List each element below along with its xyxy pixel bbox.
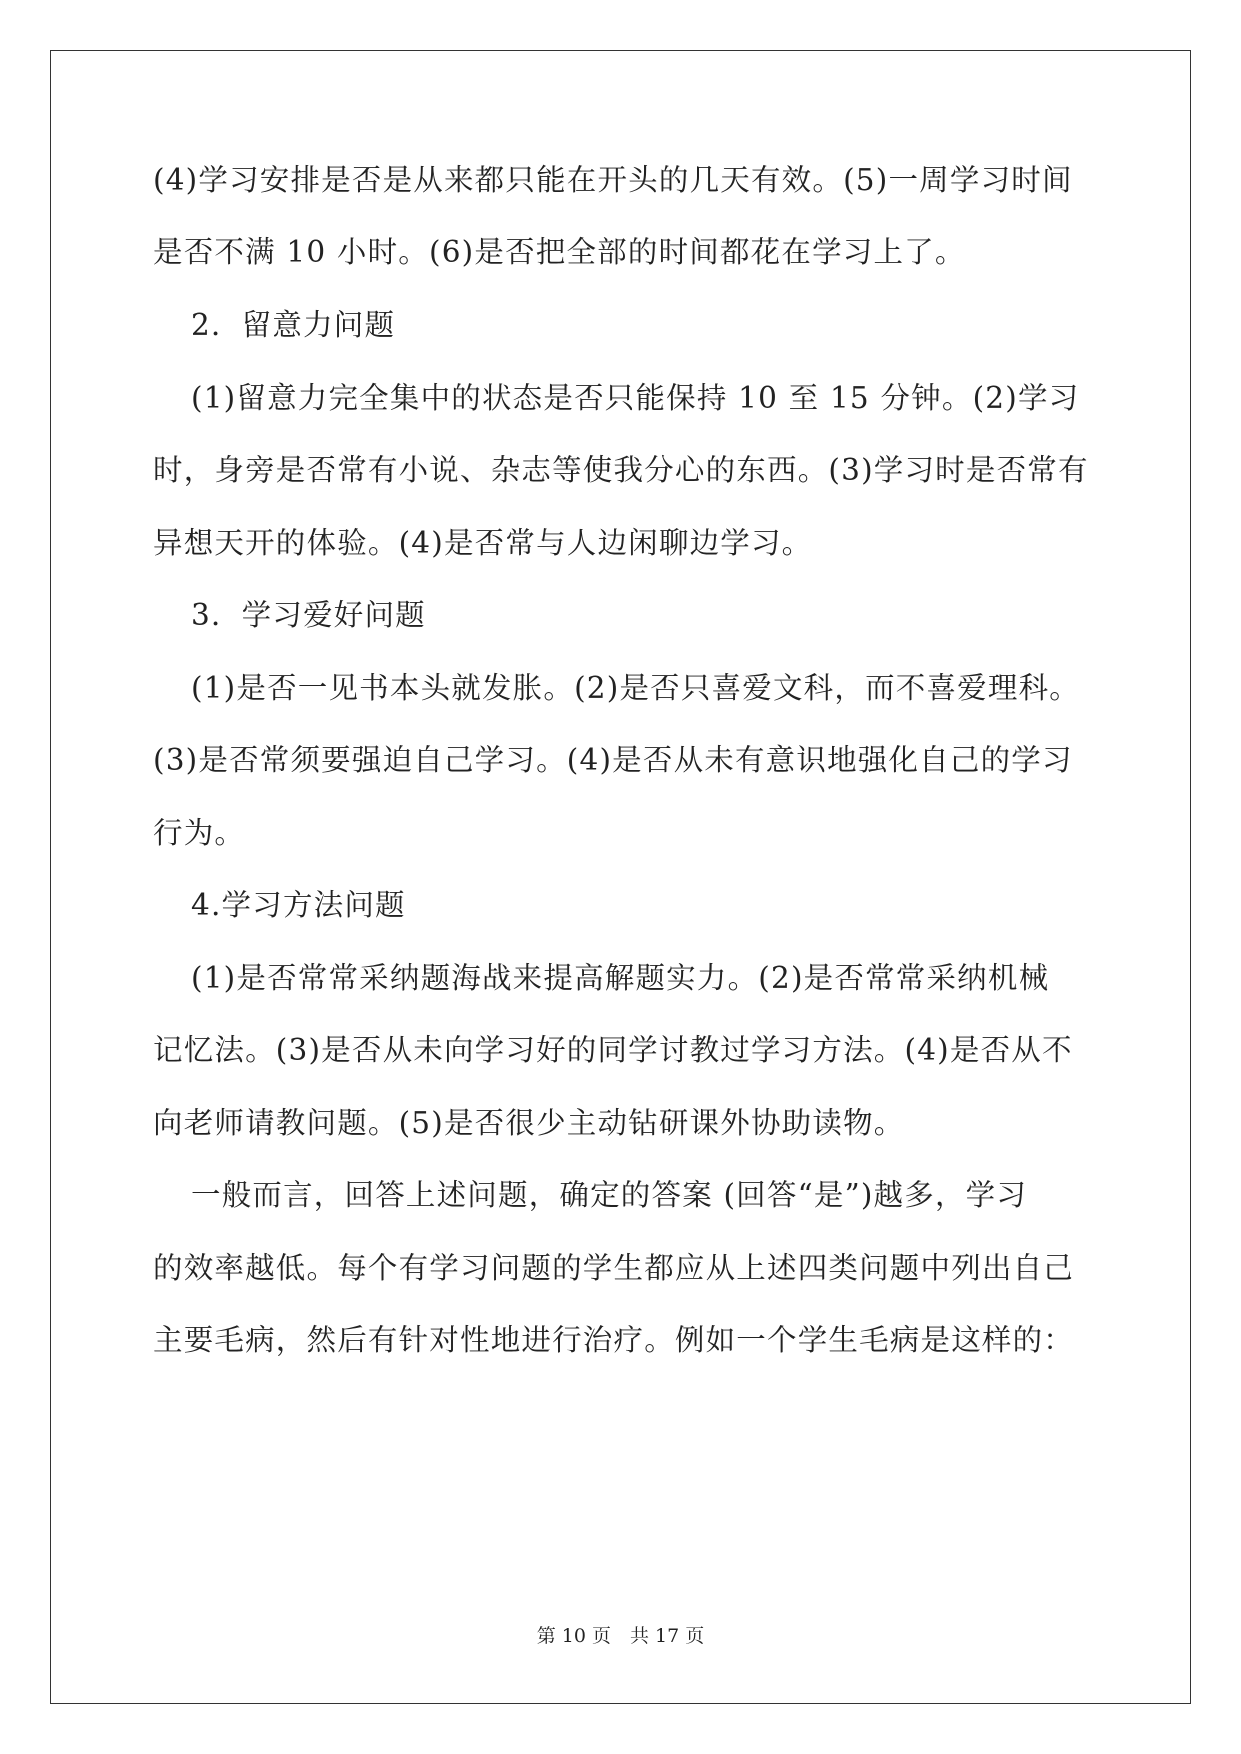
section-heading: 4.学习方法问题 (191, 888, 406, 922)
text-line: 行为。 (153, 816, 246, 850)
section-heading: 2．留意力问题 (191, 308, 396, 342)
text-line: 时，身旁是否常有小说、杂志等使我分心的东西。(3)学习时是否常有 (153, 453, 1089, 487)
text-line: (1)是否常常采纳题海战来提高解题实力。(2)是否常常采纳机械 (191, 961, 1050, 995)
text-line: 异想天开的体验。(4)是否常与人边闲聊边学习。 (153, 526, 813, 560)
section-heading: 3．学习爱好问题 (191, 598, 426, 632)
text-line: (1)留意力完全集中的状态是否只能保持 10 至 15 分钟。(2)学习 (191, 381, 1080, 415)
text-line: 一般而言，回答上述问题，确定的答案 (回答“是”)越多，学习 (191, 1178, 1028, 1212)
page-number: 第 10 页 共 17 页 (536, 1625, 705, 1647)
text-line: (3)是否常须要强迫自己学习。(4)是否从未有意识地强化自己的学习 (153, 743, 1073, 777)
text-line: 是否不满 10 小时。(6)是否把全部的时间都花在学习上了。 (153, 235, 966, 269)
text-line: 向老师请教问题。(5)是否很少主动钻研课外协助读物。 (153, 1106, 905, 1140)
text-line: 记忆法。(3)是否从未向学习好的同学讨教过学习方法。(4)是否从不 (153, 1033, 1073, 1067)
page-border (50, 50, 1191, 1704)
text-line: 的效率越低。每个有学习问题的学生都应从上述四类问题中列出自己 (153, 1251, 1075, 1285)
text-line: 主要毛病，然后有针对性地进行治疗。例如一个学生毛病是这样的： (153, 1323, 1075, 1357)
text-line: (1)是否一见书本头就发胀。(2)是否只喜爱文科，而不喜爱理科。 (191, 671, 1080, 705)
text-line: (4)学习安排是否是从来都只能在开头的几天有效。(5)一周学习时间 (153, 163, 1073, 197)
